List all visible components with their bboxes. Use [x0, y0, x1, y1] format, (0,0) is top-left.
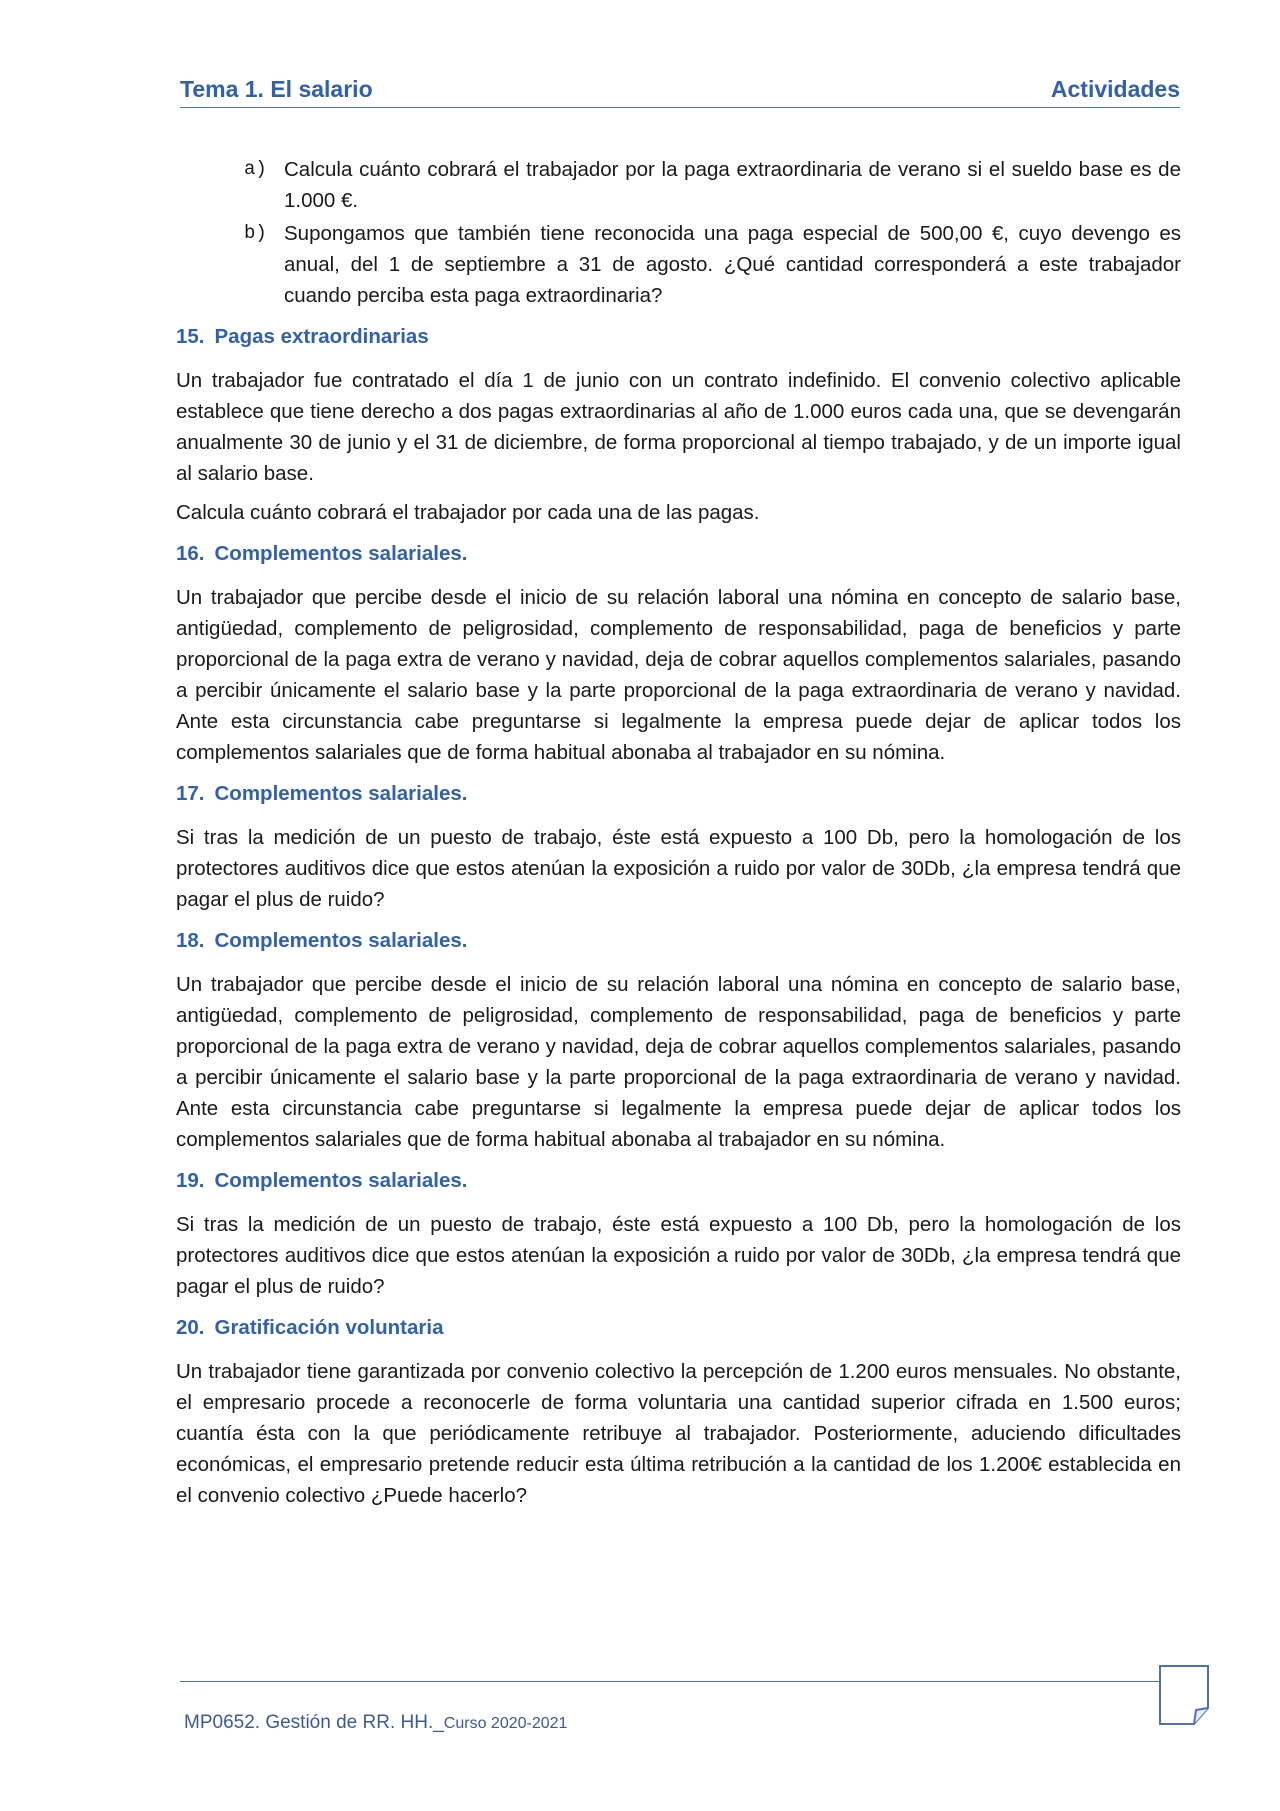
footer-rule	[180, 1681, 1160, 1682]
header-section: Actividades	[1050, 76, 1180, 102]
list-item	[176, 218, 1181, 311]
section-heading	[176, 925, 1181, 956]
section-title: Complementos salariales.	[214, 782, 468, 805]
section-number: 17.	[176, 782, 205, 805]
section-number: 20.	[176, 1316, 205, 1339]
section-heading	[176, 1165, 1181, 1196]
item-letter: b)	[244, 222, 267, 244]
page-header	[180, 76, 1180, 108]
section-paragraph: Si tras la medición de un puesto de trabajo, éste está expuesto a 100 Db, pero la homologación de los protectores auditivos dice que estos atenúan la exposición a ruido por valor de 30Db, ¿la empresa tendrá que pagar el plus de ruido?	[176, 826, 1181, 911]
page-corner-icon	[1156, 1664, 1212, 1726]
section-number: 19.	[176, 1169, 205, 1192]
item-letter: a)	[244, 158, 267, 180]
section-heading	[176, 778, 1181, 809]
item-text: Calcula cuánto cobrará el trabajador por la paga extraordinaria de verano si el sueldo base es de 1.000 €.	[284, 158, 1181, 212]
section-paragraph: Si tras la medición de un puesto de trabajo, éste está expuesto a 100 Db, pero la homologación de los protectores auditivos dice que estos atenúan la exposición a ruido por valor de 30Db, ¿la empresa tendrá que pagar el plus de ruido?	[176, 1213, 1181, 1298]
section-title: Gratificación voluntaria	[214, 1316, 444, 1339]
section-paragraph: Un trabajador fue contratado el día 1 de junio con un contrato indefinido. El convenio colectivo aplicable establece que tiene derecho a dos pagas extraordinarias al año de 1.000 euros cada una, que se devengarán anualmente 30 de junio y el 31 de diciembre, de forma proporcional al tiempo trabajado, y de un importe igual al salario base.	[176, 369, 1181, 485]
item-text: Supongamos que también tiene reconocida una paga especial de 500,00 €, cuyo devengo es anual, del 1 de septiembre a 31 de agosto. ¿Qué cantidad corresponderá a este trabajador cuando perciba esta paga extraordinaria?	[284, 222, 1181, 307]
section-title: Complementos salariales.	[214, 929, 468, 952]
footer-course: Curso 2020-2021	[443, 1715, 568, 1732]
page-content	[176, 154, 1181, 1519]
header-title: Tema 1. El salario	[180, 76, 373, 102]
section-paragraph: Un trabajador tiene garantizada por convenio colectivo la percepción de 1.200 euros mensuales. No obstante, el empresario procede a reconocerle de forma voluntaria una cantidad superior cifrada en 1.500 euros; cuantía ésta con la que periódicamente retribuye al trabajador. Posteriormente, aduciendo dificultades económicas, el empresario pretende reducir esta última retribución a la cantidad de los 1.200€ establecida en el convenio colectivo ¿Puede hacerlo?	[176, 1360, 1181, 1507]
section-heading	[176, 1312, 1181, 1343]
section-paragraph: Calcula cuánto cobrará el trabajador por cada una de las pagas.	[176, 501, 760, 524]
section-paragraph: Un trabajador que percibe desde el inicio de su relación laboral una nómina en concepto de salario base, antigüedad, complemento de peligrosidad, complemento de responsabilidad, paga de beneficios y parte proporcional de la paga extra de verano y navidad, deja de cobrar aquellos complementos salariales, pasando a percibir únicamente el salario base y la parte proporcional de la paga extraordinaria de verano y navidad. Ante esta circunstancia cabe preguntarse si legalmente la empresa puede dejar de aplicar todos los complementos salariales que de forma habitual abonaba al trabajador en su nómina.	[176, 586, 1181, 764]
footer-text	[184, 1712, 567, 1734]
section-paragraph: Un trabajador que percibe desde el inicio de su relación laboral una nómina en concepto de salario base, antigüedad, complemento de peligrosidad, complemento de responsabilidad, paga de beneficios y parte proporcional de la paga extra de verano y navidad, deja de cobrar aquellos complementos salariales, pasando a percibir únicamente el salario base y la parte proporcional de la paga extraordinaria de verano y navidad. Ante esta circunstancia cabe preguntarse si legalmente la empresa puede dejar de aplicar todos los complementos salariales que de forma habitual abonaba al trabajador en su nómina.	[176, 973, 1181, 1151]
section-title: Complementos salariales.	[214, 542, 468, 565]
section-title: Pagas extraordinarias	[214, 325, 429, 348]
section-number: 16.	[176, 542, 205, 565]
list-item	[176, 154, 1181, 216]
section-heading	[176, 538, 1181, 569]
section-number: 15.	[176, 325, 205, 348]
section-number: 18.	[176, 929, 205, 952]
section-heading	[176, 321, 1181, 352]
section-title: Complementos salariales.	[214, 1169, 468, 1192]
footer-module: MP0652. Gestión de RR. HH._	[184, 1712, 444, 1733]
